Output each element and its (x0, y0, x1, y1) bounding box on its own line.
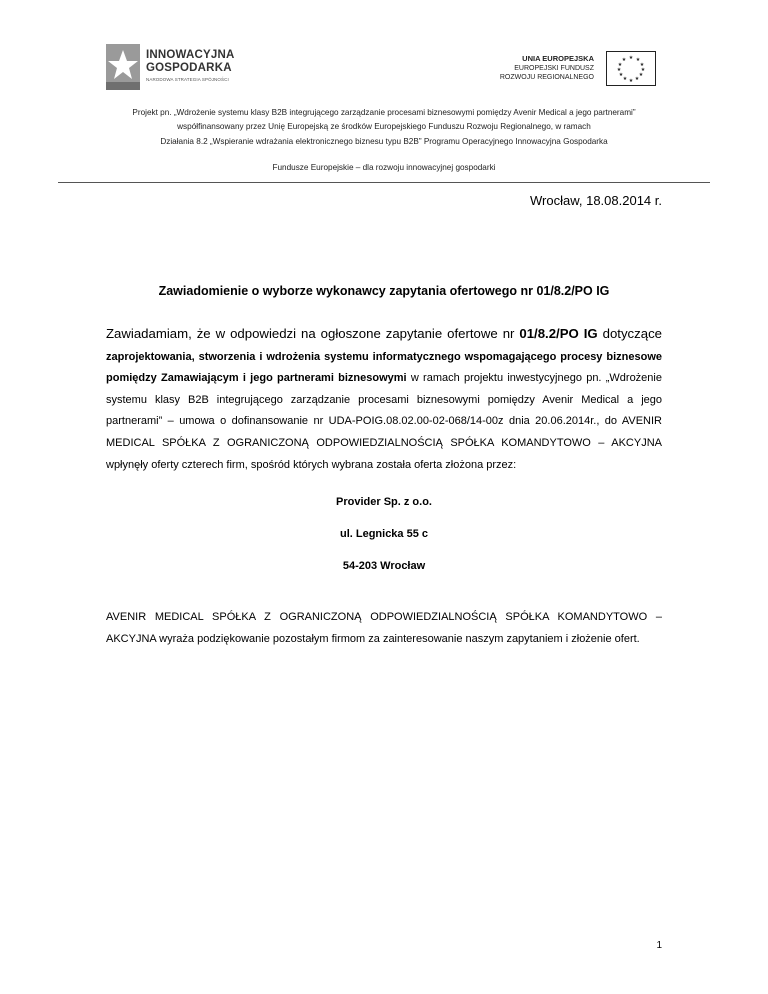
eu-logo (480, 42, 662, 88)
svg-text:★: ★ (639, 62, 645, 68)
logo-line-1: INNOWACYJNA (146, 49, 235, 61)
project-line-2: współfinansowany przez Unię Europejską ze środków Europejskiego Funduszu Rozwoju Regionalnego, w ramach (177, 122, 591, 132)
svg-text:★: ★ (616, 67, 622, 73)
body-regarding: dotyczące (597, 326, 662, 341)
funds-line: Fundusze Europejskie – dla rozwoju innowacyjnej gospodarki (272, 163, 496, 172)
project-line-3: Działania 8.2 „Wspieranie wdrażania elektronicznego biznesu typu B2B” Programu Operacyjnego Innowacyjna Gospodarka (160, 136, 608, 146)
document-date: Wrocław, 18.08.2014 r. (529, 193, 662, 208)
innowacyjna-gospodarka-logo (106, 40, 256, 95)
svg-text:★: ★ (640, 67, 646, 73)
logo-line-2: GOSPODARKA (146, 62, 232, 74)
svg-text:★: ★ (628, 55, 634, 61)
page-number: 1 (656, 940, 662, 951)
body-paragraph (106, 323, 662, 476)
svg-text:★: ★ (621, 57, 627, 63)
body-scope: zaprojektowania, stworzenia i wdrożenia systemu informatycznego wspomagającego procesy biznesowe pomiędzy Zamawiającym i jego partnerami biznesowymi (106, 350, 662, 385)
body-intro: Zawiadamiam, że w odpowiedzi na ogłoszone zapytanie ofertowe nr (106, 326, 520, 341)
project-description (60, 106, 708, 149)
header-divider (58, 182, 710, 183)
star-logo-icon (106, 44, 140, 90)
logo-tagline: NARODOWA STRATEGIA SPÓJNOŚCI (146, 77, 229, 82)
body-details: w ramach projektu inwestycyjnego pn. „Wdrożenie systemu klasy B2B integrującego zarządzanie procesami biznesowymi pomiędzy Avenir Medical a jego partnerami” – umowa o dofinansowanie nr UDA-POIG.08.02.00-02-068/14-00z dnia 20.06.2014r., do AVENIR MEDICAL SPÓŁKA Z OGRANICZONĄ ODPOWIEDZIALNOŚCIĄ SPÓŁKA KOMANDYTOWO – AKCYJNA wpłynęły oferty czterech firm, spośród których wybrana została oferta złożona przez: (106, 372, 662, 471)
svg-text:★: ★ (617, 62, 623, 68)
document-subject: Zawiadomienie o wyborze wykonawcy zapytania ofertowego nr 01/8.2/PO IG (158, 284, 610, 298)
eu-line-2: EUROPEJSKI FUNDUSZ (514, 65, 594, 72)
closing-paragraph: AVENIR MEDICAL SPÓŁKA Z OGRANICZONĄ ODPOWIEDZIALNOŚCIĄ SPÓŁKA KOMANDYTOWO – AKCYJNA wyraża podziękowanie pozostałym firmom za zainteresowanie naszym zapytaniem i złożenie ofert. (106, 611, 662, 645)
eu-line-1: UNIA EUROPEJSKA (522, 54, 594, 63)
eu-flag-icon (606, 51, 656, 86)
winner-street: ul. Legnicka 55 c (339, 528, 429, 540)
winner-city: 54-203 Wrocław (342, 560, 426, 572)
svg-text:★: ★ (635, 57, 641, 63)
svg-text:★: ★ (618, 72, 624, 78)
svg-text:★: ★ (634, 76, 640, 82)
project-line-1: Projekt pn. „Wdrożenie systemu klasy B2B integrującego zarządzanie procesami biznesowymi pomiędzy Avenir Medical a jego partnerami” (132, 108, 636, 117)
body-query-number: 01/8.2/PO IG (519, 326, 598, 341)
svg-text:★: ★ (638, 72, 644, 78)
svg-text:★: ★ (622, 76, 628, 82)
eu-line-3: ROZWOJU REGIONALNEGO (499, 74, 594, 81)
svg-text:★: ★ (628, 78, 634, 84)
winner-name: Provider Sp. z o.o. (336, 496, 432, 508)
